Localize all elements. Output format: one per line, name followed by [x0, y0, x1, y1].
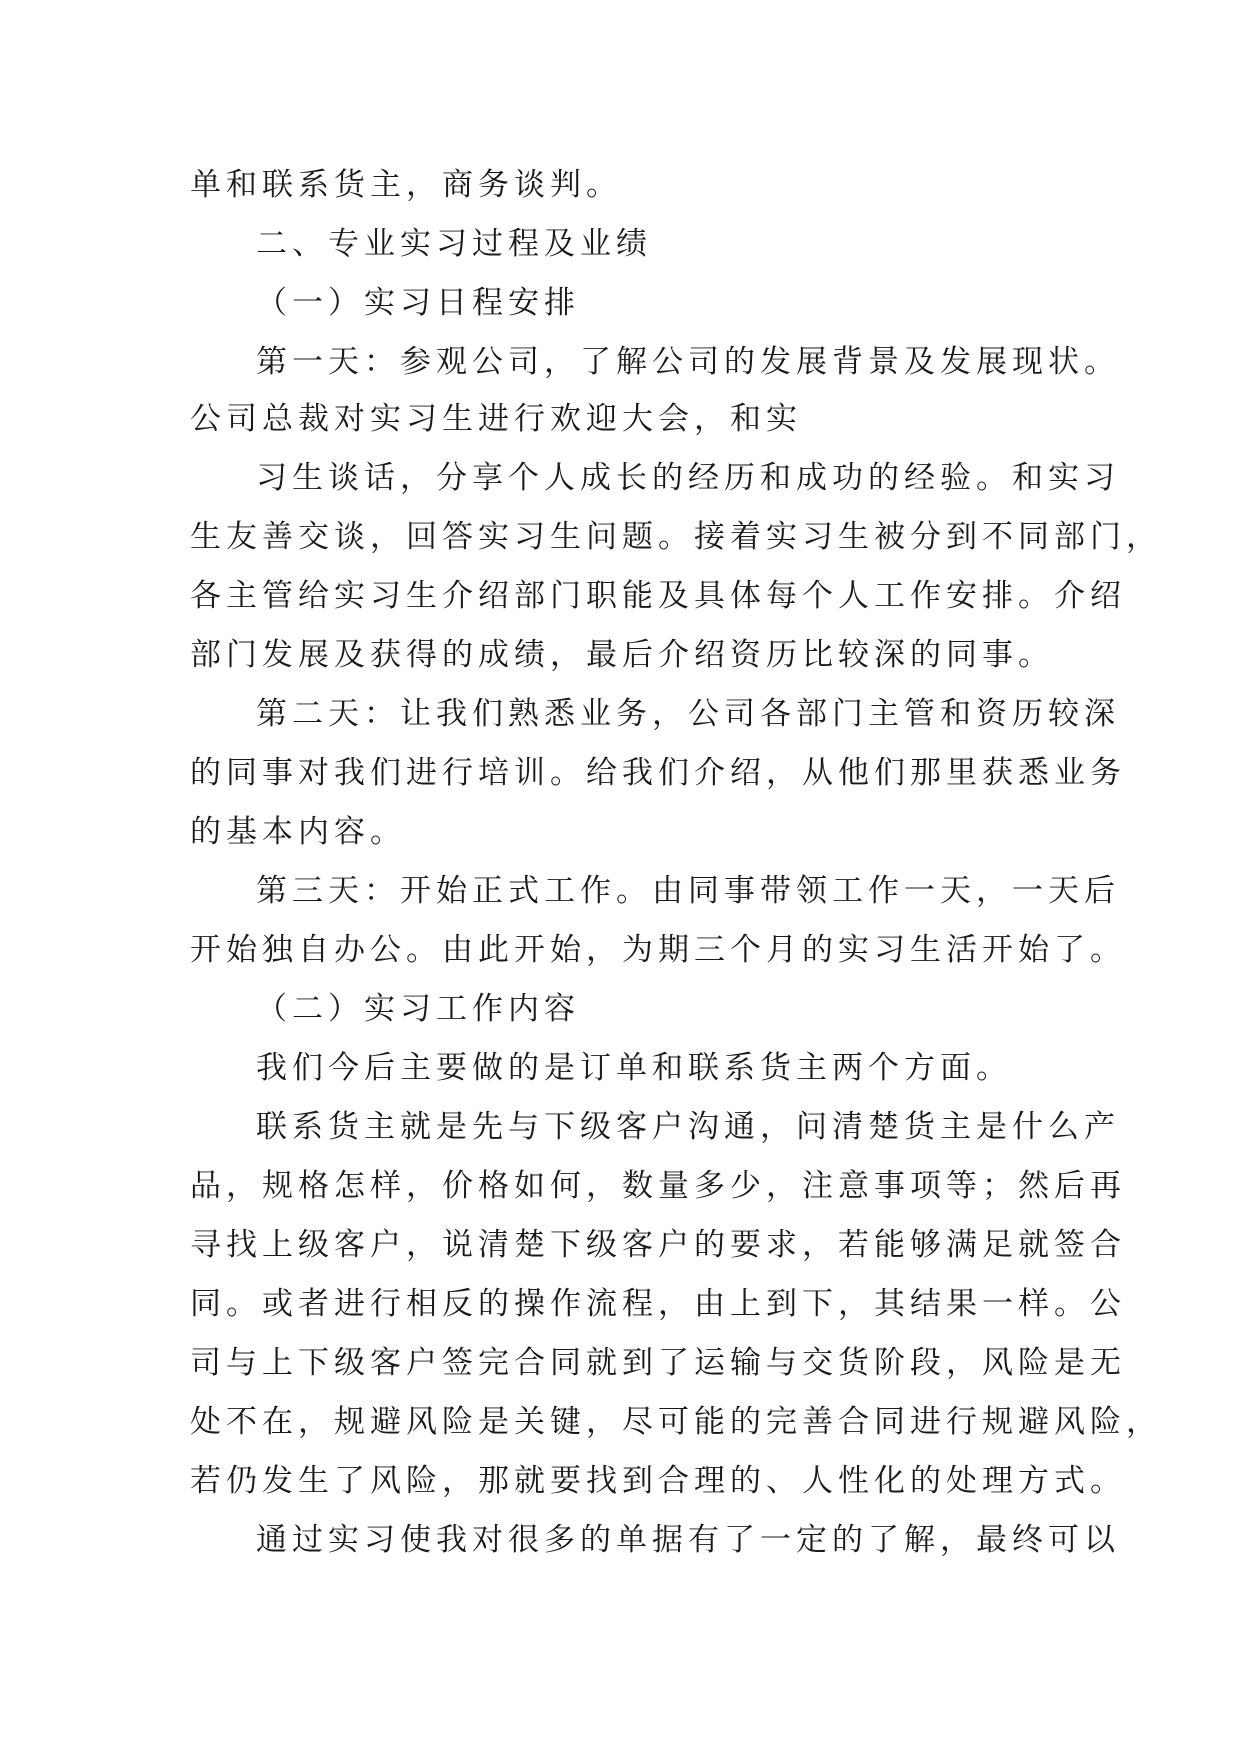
text-line-5: 公司总裁对实习生进行欢迎大会，和实: [190, 401, 802, 437]
text-line-day-three: 第三天：开始正式工作。由同事带领工作一天，一天后: [256, 873, 1120, 909]
text-line-18: 品，规格怎样，价格如何，数量多少，注意事项等；然后再: [190, 1168, 1126, 1204]
subsection-heading-schedule: （一）实习日程安排: [256, 285, 580, 321]
text-line-6: 习生谈话，分享个人成长的经历和成功的经验。和实习: [256, 460, 1120, 496]
text-line-19: 寻找上级客户，说清楚下级客户的要求，若能够满足就签合: [190, 1227, 1126, 1263]
section-heading-2: 二、专业实习过程及业绩: [256, 226, 652, 262]
text-line-1: 单和联系货主，商务谈判。: [190, 167, 622, 203]
text-line-24: 通过实习使我对很多的单据有了一定的了解，最终可以: [256, 1522, 1120, 1558]
text-line-day-one: 第一天：参观公司，了解公司的发展背景及发展现状。: [256, 344, 1120, 380]
subsection-heading-work: （二）实习工作内容: [256, 991, 580, 1027]
text-line-day-two: 第二天：让我们熟悉业务，公司各部门主管和资历较深: [256, 696, 1120, 732]
text-line-11: 的同事对我们进行培训。给我们介绍，从他们那里获悉业务: [190, 755, 1126, 791]
text-line-16: 我们今后主要做的是订单和联系货主两个方面。: [256, 1050, 1012, 1086]
text-line-12: 的基本内容。: [190, 814, 406, 850]
text-line-8: 各主管给实习生介绍部门职能及具体每个人工作安排。介绍: [190, 578, 1126, 614]
text-line-23: 若仍发生了风险，那就要找到合理的、人性化的处理方式。: [190, 1463, 1126, 1499]
text-line-7: 生友善交谈，回答实习生问题。接着实习生被分到不同部门，: [190, 519, 1162, 555]
text-line-9: 部门发展及获得的成绩，最后介绍资历比较深的同事。: [190, 637, 1054, 673]
text-line-22: 处不在，规避风险是关键，尽可能的完善合同进行规避风险，: [190, 1404, 1162, 1440]
text-line-21: 司与上下级客户签完合同就到了运输与交货阶段，风险是无: [190, 1345, 1126, 1381]
text-line-14: 开始独自办公。由此开始，为期三个月的实习生活开始了。: [190, 932, 1126, 968]
text-line-17: 联系货主就是先与下级客户沟通，问清楚货主是什么产: [256, 1109, 1120, 1145]
text-line-20: 同。或者进行相反的操作流程，由上到下，其结果一样。公: [190, 1286, 1126, 1322]
